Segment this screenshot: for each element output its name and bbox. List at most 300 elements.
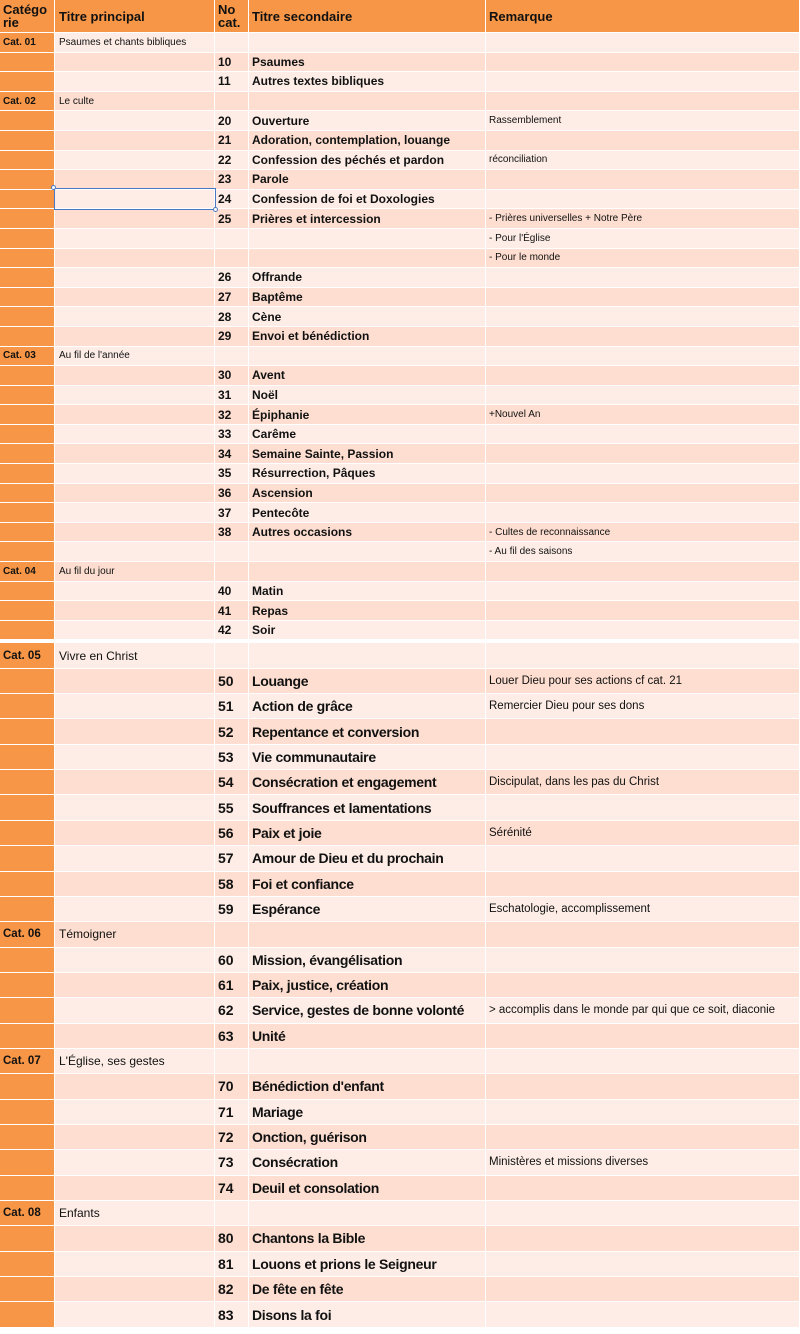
cell-no-cat[interactable]	[215, 33, 249, 53]
cell-titre-secondaire[interactable]: Autres textes bibliques	[249, 72, 486, 92]
cell-titre-secondaire[interactable]	[249, 643, 486, 668]
cell-titre-secondaire[interactable]: Noël	[249, 386, 486, 406]
cell-remarque[interactable]	[486, 562, 800, 582]
cell-categorie[interactable]	[0, 621, 55, 641]
cell-titre-principal[interactable]	[55, 111, 215, 131]
cell-categorie[interactable]	[0, 464, 55, 484]
cell-remarque[interactable]	[486, 795, 800, 820]
cell-remarque[interactable]	[486, 973, 800, 998]
cell-categorie[interactable]	[0, 307, 55, 327]
cell-titre-secondaire[interactable]: Soir	[249, 621, 486, 641]
cell-categorie[interactable]: Cat. 08	[0, 1201, 55, 1226]
cell-categorie[interactable]	[0, 795, 55, 820]
cell-titre-secondaire[interactable]: Adoration, contemplation, louange	[249, 131, 486, 151]
cell-categorie[interactable]	[0, 53, 55, 73]
cell-titre-secondaire[interactable]: Repas	[249, 601, 486, 621]
cell-no-cat[interactable]: 57	[215, 846, 249, 871]
cell-categorie[interactable]	[0, 484, 55, 504]
cell-remarque[interactable]	[486, 33, 800, 53]
cell-titre-secondaire[interactable]: Résurrection, Pâques	[249, 464, 486, 484]
cell-categorie[interactable]	[0, 1277, 55, 1302]
cell-titre-secondaire[interactable]	[249, 1201, 486, 1226]
cell-titre-principal[interactable]	[55, 1302, 215, 1327]
cell-remarque[interactable]	[486, 1302, 800, 1327]
table-row	[0, 562, 800, 582]
cell-categorie[interactable]	[0, 694, 55, 719]
cell-no-cat[interactable]: 26	[215, 268, 249, 288]
cell-categorie[interactable]	[0, 1226, 55, 1251]
table-row	[0, 694, 800, 719]
cell-remarque[interactable]: Remercier Dieu pour ses dons	[486, 694, 800, 719]
cell-no-cat[interactable]: 20	[215, 111, 249, 131]
cell-categorie[interactable]: Cat. 01	[0, 33, 55, 53]
cell-titre-principal[interactable]	[55, 268, 215, 288]
cell-no-cat[interactable]: 54	[215, 770, 249, 795]
cell-categorie[interactable]	[0, 669, 55, 694]
cell-categorie[interactable]	[0, 170, 55, 190]
cell-titre-principal[interactable]	[55, 484, 215, 504]
cell-titre-principal[interactable]	[55, 151, 215, 171]
cell-remarque[interactable]	[486, 582, 800, 602]
cell-titre-secondaire[interactable]: Cène	[249, 307, 486, 327]
header-no-cat[interactable]: No cat.	[215, 0, 249, 33]
cell-no-cat[interactable]: 70	[215, 1074, 249, 1099]
cell-categorie[interactable]	[0, 131, 55, 151]
cell-titre-principal[interactable]	[55, 770, 215, 795]
cell-titre-secondaire[interactable]: Confession des péchés et pardon	[249, 151, 486, 171]
cell-titre-principal[interactable]	[55, 1176, 215, 1201]
cell-no-cat[interactable]	[215, 643, 249, 668]
cell-titre-principal[interactable]: Psaumes et chants bibliques	[55, 33, 215, 53]
cell-no-cat[interactable]: 24	[215, 190, 249, 210]
cell-titre-principal[interactable]	[55, 444, 215, 464]
cell-no-cat[interactable]	[215, 922, 249, 947]
cell-no-cat[interactable]: 32	[215, 405, 249, 425]
cell-no-cat[interactable]: 28	[215, 307, 249, 327]
cell-titre-secondaire[interactable]: Offrande	[249, 268, 486, 288]
cell-categorie[interactable]: Cat. 02	[0, 92, 55, 112]
cell-titre-principal[interactable]	[55, 405, 215, 425]
cell-remarque[interactable]	[486, 872, 800, 897]
cell-titre-secondaire[interactable]: De fête en fête	[249, 1277, 486, 1302]
cell-titre-secondaire[interactable]: Psaumes	[249, 53, 486, 73]
cell-categorie[interactable]	[0, 1125, 55, 1150]
cell-remarque[interactable]	[486, 53, 800, 73]
cell-no-cat[interactable]: 59	[215, 897, 249, 922]
table-row	[0, 1302, 800, 1327]
cell-categorie[interactable]	[0, 366, 55, 386]
cell-no-cat[interactable]: 36	[215, 484, 249, 504]
cell-no-cat[interactable]: 27	[215, 288, 249, 308]
cell-no-cat[interactable]: 55	[215, 795, 249, 820]
cell-titre-principal[interactable]	[55, 1100, 215, 1125]
cell-titre-secondaire[interactable]: Louange	[249, 669, 486, 694]
cell-remarque[interactable]	[486, 1252, 800, 1277]
cell-no-cat[interactable]: 29	[215, 327, 249, 347]
cell-no-cat[interactable]: 53	[215, 745, 249, 770]
cell-titre-secondaire[interactable]: Confession de foi et Doxologies	[249, 190, 486, 210]
cell-categorie[interactable]	[0, 973, 55, 998]
cell-no-cat[interactable]: 61	[215, 973, 249, 998]
cell-titre-principal[interactable]	[55, 190, 215, 210]
cell-categorie[interactable]	[0, 582, 55, 602]
cell-titre-principal[interactable]	[55, 948, 215, 973]
cell-no-cat[interactable]: 40	[215, 582, 249, 602]
cell-titre-principal[interactable]	[55, 1150, 215, 1175]
cell-titre-principal[interactable]	[55, 1024, 215, 1049]
cell-titre-principal[interactable]	[55, 1277, 215, 1302]
cell-remarque[interactable]	[486, 444, 800, 464]
cell-titre-principal[interactable]	[55, 973, 215, 998]
cell-titre-principal[interactable]	[55, 582, 215, 602]
cell-no-cat[interactable]	[215, 562, 249, 582]
cell-titre-principal[interactable]	[55, 72, 215, 92]
selection-handle-bottom[interactable]	[213, 207, 218, 212]
cell-titre-secondaire[interactable]: Louons et prions le Seigneur	[249, 1252, 486, 1277]
cell-categorie[interactable]: Cat. 07	[0, 1049, 55, 1074]
cell-no-cat[interactable]: 33	[215, 425, 249, 445]
cell-no-cat[interactable]: 38	[215, 523, 249, 543]
cell-titre-secondaire[interactable]: Espérance	[249, 897, 486, 922]
cell-titre-secondaire[interactable]: Onction, guérison	[249, 1125, 486, 1150]
cell-titre-principal[interactable]	[55, 366, 215, 386]
cell-titre-principal[interactable]	[55, 745, 215, 770]
cell-titre-principal[interactable]	[55, 719, 215, 744]
cell-remarque[interactable]	[486, 601, 800, 621]
cell-no-cat[interactable]	[215, 249, 249, 269]
cell-no-cat[interactable]	[215, 229, 249, 249]
cell-remarque[interactable]: - Prières universelles + Notre Père	[486, 209, 800, 229]
cell-categorie[interactable]	[0, 770, 55, 795]
cell-categorie[interactable]	[0, 151, 55, 171]
cell-titre-secondaire[interactable]: Consécration	[249, 1150, 486, 1175]
cell-categorie[interactable]	[0, 111, 55, 131]
cell-categorie[interactable]	[0, 1100, 55, 1125]
cell-remarque[interactable]	[486, 1226, 800, 1251]
cell-no-cat[interactable]: 30	[215, 366, 249, 386]
cell-titre-secondaire[interactable]: Repentance et conversion	[249, 719, 486, 744]
cell-titre-principal[interactable]	[55, 897, 215, 922]
cell-no-cat[interactable]: 35	[215, 464, 249, 484]
cell-no-cat[interactable]: 34	[215, 444, 249, 464]
cell-no-cat[interactable]	[215, 92, 249, 112]
cell-titre-principal[interactable]	[55, 694, 215, 719]
cell-titre-secondaire[interactable]	[249, 542, 486, 562]
cell-titre-secondaire[interactable]: Ascension	[249, 484, 486, 504]
cell-categorie[interactable]	[0, 745, 55, 770]
cell-categorie[interactable]: Cat. 04	[0, 562, 55, 582]
cell-categorie[interactable]: Cat. 06	[0, 922, 55, 947]
cell-no-cat[interactable]	[215, 542, 249, 562]
cell-titre-secondaire[interactable]: Paix, justice, création	[249, 973, 486, 998]
cell-titre-secondaire[interactable]	[249, 922, 486, 947]
cell-categorie[interactable]	[0, 601, 55, 621]
cell-titre-secondaire[interactable]: Amour de Dieu et du prochain	[249, 846, 486, 871]
cell-titre-principal[interactable]	[55, 1125, 215, 1150]
cell-no-cat[interactable]: 60	[215, 948, 249, 973]
cell-titre-secondaire[interactable]: Bénédiction d'enfant	[249, 1074, 486, 1099]
cell-categorie[interactable]	[0, 542, 55, 562]
cell-categorie[interactable]	[0, 998, 55, 1023]
cell-remarque[interactable]	[486, 327, 800, 347]
cell-titre-secondaire[interactable]: Avent	[249, 366, 486, 386]
cell-remarque[interactable]	[486, 922, 800, 947]
cell-titre-principal[interactable]	[55, 872, 215, 897]
cell-titre-principal[interactable]	[55, 170, 215, 190]
cell-no-cat[interactable]: 73	[215, 1150, 249, 1175]
cell-titre-secondaire[interactable]	[249, 229, 486, 249]
cell-remarque[interactable]	[486, 347, 800, 367]
cell-categorie[interactable]	[0, 268, 55, 288]
cell-titre-principal[interactable]: Le culte	[55, 92, 215, 112]
cell-titre-secondaire[interactable]: Épiphanie	[249, 405, 486, 425]
cell-titre-principal[interactable]	[55, 307, 215, 327]
cell-titre-principal[interactable]	[55, 464, 215, 484]
header-remarque[interactable]: Remarque	[486, 0, 800, 33]
cell-titre-principal[interactable]	[55, 386, 215, 406]
cell-no-cat[interactable]: 23	[215, 170, 249, 190]
cell-no-cat[interactable]: 62	[215, 998, 249, 1023]
cell-titre-secondaire[interactable]	[249, 562, 486, 582]
cell-no-cat[interactable]: 52	[215, 719, 249, 744]
cell-remarque[interactable]	[486, 1201, 800, 1226]
cell-titre-secondaire[interactable]: Mariage	[249, 1100, 486, 1125]
cell-titre-secondaire[interactable]: Autres occasions	[249, 523, 486, 543]
cell-titre-principal[interactable]	[55, 542, 215, 562]
cell-no-cat[interactable]: 82	[215, 1277, 249, 1302]
cell-titre-secondaire[interactable]: Matin	[249, 582, 486, 602]
cell-titre-principal[interactable]	[55, 1074, 215, 1099]
cell-titre-secondaire[interactable]: Souffrances et lamentations	[249, 795, 486, 820]
cell-titre-principal[interactable]	[55, 53, 215, 73]
cell-remarque[interactable]	[486, 1176, 800, 1201]
cell-titre-principal[interactable]	[55, 621, 215, 641]
cell-titre-principal[interactable]: Témoigner	[55, 922, 215, 947]
cell-titre-secondaire[interactable]: Foi et confiance	[249, 872, 486, 897]
cell-categorie[interactable]	[0, 948, 55, 973]
cell-categorie[interactable]	[0, 523, 55, 543]
cell-categorie[interactable]	[0, 872, 55, 897]
cell-remarque[interactable]	[486, 170, 800, 190]
cell-titre-principal[interactable]	[55, 131, 215, 151]
cell-titre-secondaire[interactable]: Ouverture	[249, 111, 486, 131]
cell-categorie[interactable]	[0, 897, 55, 922]
cell-categorie[interactable]	[0, 719, 55, 744]
cell-titre-principal[interactable]	[55, 425, 215, 445]
header-titre-secondaire[interactable]: Titre secondaire	[249, 0, 486, 33]
cell-remarque[interactable]	[486, 1125, 800, 1150]
cell-titre-secondaire[interactable]	[249, 347, 486, 367]
cell-titre-principal[interactable]	[55, 669, 215, 694]
cell-remarque[interactable]	[486, 484, 800, 504]
cell-titre-secondaire[interactable]: Parole	[249, 170, 486, 190]
cell-no-cat[interactable]: 81	[215, 1252, 249, 1277]
cell-remarque[interactable]	[486, 464, 800, 484]
cell-titre-principal[interactable]	[55, 327, 215, 347]
cell-titre-secondaire[interactable]: Mission, évangélisation	[249, 948, 486, 973]
cell-no-cat[interactable]: 63	[215, 1024, 249, 1049]
cell-categorie[interactable]	[0, 405, 55, 425]
cell-no-cat[interactable]: 51	[215, 694, 249, 719]
cell-categorie[interactable]	[0, 190, 55, 210]
cell-titre-principal[interactable]: Vivre en Christ	[55, 643, 215, 668]
cell-no-cat[interactable]: 41	[215, 601, 249, 621]
cell-remarque[interactable]: Louer Dieu pour ses actions cf cat. 21	[486, 669, 800, 694]
cell-remarque[interactable]	[486, 1074, 800, 1099]
cell-titre-secondaire[interactable]: Unité	[249, 1024, 486, 1049]
cell-titre-secondaire[interactable]: Baptême	[249, 288, 486, 308]
cell-titre-secondaire[interactable]: Prières et intercession	[249, 209, 486, 229]
cell-no-cat[interactable]: 58	[215, 872, 249, 897]
cell-titre-secondaire[interactable]	[249, 249, 486, 269]
cell-titre-secondaire[interactable]: Action de grâce	[249, 694, 486, 719]
cell-remarque[interactable]	[486, 307, 800, 327]
cell-titre-secondaire[interactable]: Semaine Sainte, Passion	[249, 444, 486, 464]
cell-remarque[interactable]	[486, 190, 800, 210]
cell-remarque[interactable]	[486, 503, 800, 523]
cell-titre-principal[interactable]	[55, 821, 215, 846]
cell-remarque[interactable]	[486, 1049, 800, 1074]
cell-remarque[interactable]: Ministères et missions diverses	[486, 1150, 800, 1175]
cell-no-cat[interactable]: 50	[215, 669, 249, 694]
cell-remarque[interactable]: Discipulat, dans les pas du Christ	[486, 770, 800, 795]
cell-categorie[interactable]	[0, 1302, 55, 1327]
cell-categorie[interactable]	[0, 1150, 55, 1175]
cell-no-cat[interactable]: 56	[215, 821, 249, 846]
cell-titre-principal[interactable]	[55, 1252, 215, 1277]
cell-remarque[interactable]	[486, 72, 800, 92]
cell-categorie[interactable]	[0, 327, 55, 347]
cell-titre-secondaire[interactable]	[249, 33, 486, 53]
cell-remarque[interactable]	[486, 92, 800, 112]
cell-categorie[interactable]	[0, 1074, 55, 1099]
cell-remarque[interactable]	[486, 131, 800, 151]
cell-remarque[interactable]: - Au fil des saisons	[486, 542, 800, 562]
cell-remarque[interactable]	[486, 288, 800, 308]
cell-remarque[interactable]: +Nouvel An	[486, 405, 800, 425]
cell-remarque[interactable]	[486, 948, 800, 973]
cell-categorie[interactable]: Cat. 03	[0, 347, 55, 367]
cell-no-cat[interactable]: 72	[215, 1125, 249, 1150]
cell-titre-secondaire[interactable]: Deuil et consolation	[249, 1176, 486, 1201]
header-categorie[interactable]: Catégo rie	[0, 0, 55, 33]
cell-titre-principal[interactable]	[55, 795, 215, 820]
cell-no-cat[interactable]: 80	[215, 1226, 249, 1251]
cell-no-cat[interactable]: 83	[215, 1302, 249, 1327]
cell-remarque[interactable]	[486, 1024, 800, 1049]
cell-categorie[interactable]	[0, 72, 55, 92]
cell-no-cat[interactable]: 31	[215, 386, 249, 406]
cell-categorie[interactable]	[0, 1252, 55, 1277]
cell-titre-principal[interactable]	[55, 249, 215, 269]
cell-categorie[interactable]	[0, 1176, 55, 1201]
cell-titre-secondaire[interactable]: Service, gestes de bonne volonté	[249, 998, 486, 1023]
cell-remarque[interactable]	[486, 386, 800, 406]
cell-remarque[interactable]: Sérénité	[486, 821, 800, 846]
cell-remarque[interactable]: Eschatologie, accomplissement	[486, 897, 800, 922]
cell-remarque[interactable]: Rassemblement	[486, 111, 800, 131]
cell-remarque[interactable]	[486, 425, 800, 445]
cell-no-cat[interactable]	[215, 1049, 249, 1074]
cell-remarque[interactable]	[486, 745, 800, 770]
cell-categorie[interactable]	[0, 444, 55, 464]
cell-no-cat[interactable]: 71	[215, 1100, 249, 1125]
cell-titre-secondaire[interactable]: Paix et joie	[249, 821, 486, 846]
cell-remarque[interactable]	[486, 621, 800, 641]
cell-categorie[interactable]	[0, 1024, 55, 1049]
cell-no-cat[interactable]: 42	[215, 621, 249, 641]
cell-titre-secondaire[interactable]: Envoi et bénédiction	[249, 327, 486, 347]
cell-no-cat[interactable]: 22	[215, 151, 249, 171]
cell-no-cat[interactable]	[215, 1201, 249, 1226]
cell-remarque[interactable]	[486, 719, 800, 744]
cell-remarque[interactable]: > accomplis dans le monde par qui que ce soit, diaconie	[486, 998, 800, 1023]
cell-categorie[interactable]	[0, 209, 55, 229]
cell-titre-principal[interactable]	[55, 998, 215, 1023]
cell-categorie[interactable]	[0, 229, 55, 249]
cell-remarque[interactable]: - Pour le monde	[486, 249, 800, 269]
cell-remarque[interactable]	[486, 846, 800, 871]
cell-titre-secondaire[interactable]: Carême	[249, 425, 486, 445]
cell-titre-principal[interactable]	[55, 523, 215, 543]
cell-remarque[interactable]: réconciliation	[486, 151, 800, 171]
cell-titre-principal[interactable]	[55, 288, 215, 308]
cell-categorie[interactable]	[0, 503, 55, 523]
cell-titre-principal[interactable]	[55, 209, 215, 229]
cell-titre-principal[interactable]: Au fil du jour	[55, 562, 215, 582]
cell-titre-secondaire[interactable]	[249, 1049, 486, 1074]
cell-titre-principal[interactable]	[55, 1226, 215, 1251]
cell-titre-principal[interactable]	[55, 846, 215, 871]
cell-titre-secondaire[interactable]	[249, 92, 486, 112]
cell-remarque[interactable]	[486, 366, 800, 386]
cell-no-cat[interactable]: 21	[215, 131, 249, 151]
cell-titre-principal[interactable]	[55, 601, 215, 621]
cell-no-cat[interactable]	[215, 347, 249, 367]
cell-categorie[interactable]	[0, 249, 55, 269]
cell-no-cat[interactable]: 11	[215, 72, 249, 92]
cell-titre-secondaire[interactable]: Chantons la Bible	[249, 1226, 486, 1251]
cell-titre-secondaire[interactable]: Consécration et engagement	[249, 770, 486, 795]
cell-no-cat[interactable]: 10	[215, 53, 249, 73]
cell-titre-secondaire[interactable]: Pentecôte	[249, 503, 486, 523]
cell-remarque[interactable]: - Pour l'Église	[486, 229, 800, 249]
cell-categorie[interactable]	[0, 386, 55, 406]
cell-categorie[interactable]	[0, 821, 55, 846]
cell-categorie[interactable]: Cat. 05	[0, 643, 55, 668]
cell-titre-principal[interactable]: Au fil de l'année	[55, 347, 215, 367]
cell-titre-principal[interactable]	[55, 503, 215, 523]
cell-remarque[interactable]	[486, 643, 800, 668]
cell-no-cat[interactable]: 37	[215, 503, 249, 523]
cell-titre-principal[interactable]: L'Église, ses gestes	[55, 1049, 215, 1074]
cell-remarque[interactable]	[486, 1100, 800, 1125]
cell-no-cat[interactable]: 74	[215, 1176, 249, 1201]
cell-categorie[interactable]	[0, 846, 55, 871]
cell-titre-principal[interactable]: Enfants	[55, 1201, 215, 1226]
cell-remarque[interactable]: - Cultes de reconnaissance	[486, 523, 800, 543]
selection-handle-top[interactable]	[51, 185, 56, 190]
cell-remarque[interactable]	[486, 1277, 800, 1302]
cell-no-cat[interactable]: 25	[215, 209, 249, 229]
header-titre-principal[interactable]: Titre principal	[55, 0, 215, 33]
cell-categorie[interactable]	[0, 425, 55, 445]
cell-titre-secondaire[interactable]: Disons la foi	[249, 1302, 486, 1327]
cell-titre-secondaire[interactable]: Vie communautaire	[249, 745, 486, 770]
cell-remarque[interactable]	[486, 268, 800, 288]
cell-categorie[interactable]	[0, 288, 55, 308]
cell-titre-principal[interactable]	[55, 229, 215, 249]
